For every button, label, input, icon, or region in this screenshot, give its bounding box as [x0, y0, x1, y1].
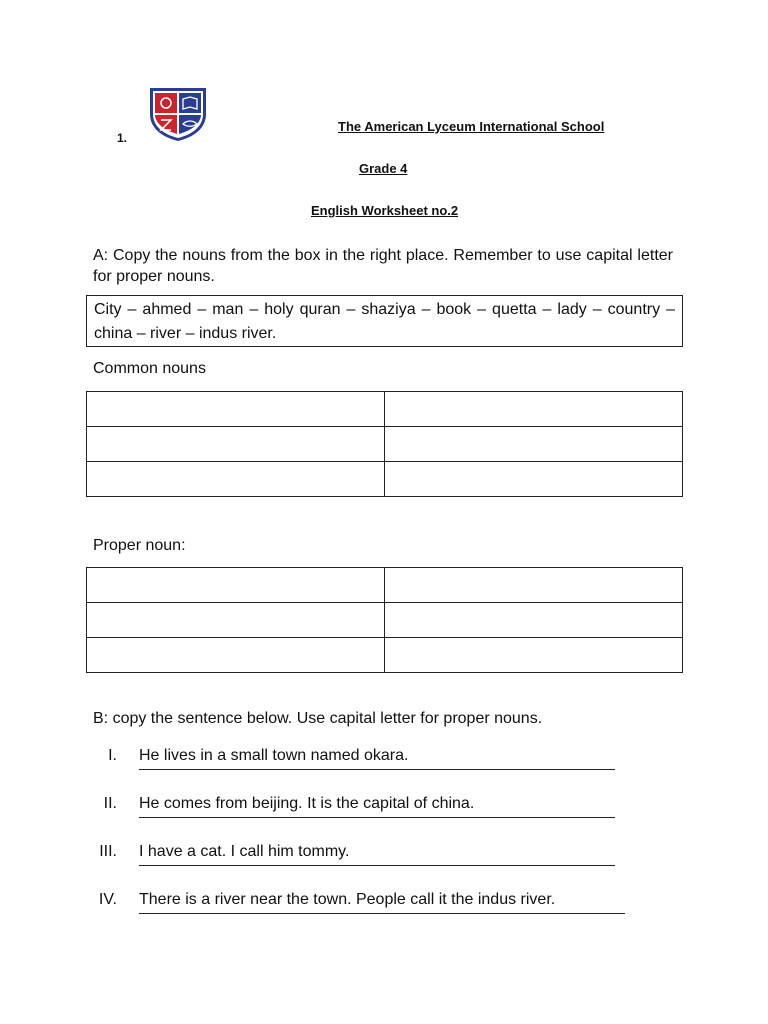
table-row — [87, 462, 683, 497]
sentence-text: He comes from beijing. It is the capital of china. — [139, 795, 475, 812]
answer-line[interactable] — [139, 865, 615, 866]
worksheet-title: English Worksheet no.2 — [311, 203, 459, 218]
section-a-instruction: A: Copy the nouns from the box in the right place. Remember to use capital letter for proper nouns. — [93, 247, 673, 285]
answer-cell[interactable] — [385, 603, 683, 638]
answer-cell[interactable] — [87, 603, 385, 638]
word-box: City – ahmed – man – holy quran – shaziya – book – quetta – lady – country – china – river – indus river. — [86, 295, 683, 347]
roman-numeral: II. — [103, 795, 117, 812]
table-row — [87, 392, 683, 427]
proper-nouns-table — [86, 567, 683, 673]
answer-cell[interactable] — [385, 462, 683, 497]
answer-cell[interactable] — [87, 568, 385, 603]
proper-noun-label: Proper noun: — [93, 537, 186, 554]
answer-cell[interactable] — [87, 638, 385, 673]
common-nouns-label: Common nouns — [93, 360, 206, 377]
roman-numeral: I. — [108, 747, 117, 764]
answer-cell[interactable] — [87, 427, 385, 462]
question-number: 1. — [117, 131, 128, 145]
answer-cell[interactable] — [385, 638, 683, 673]
sentence-text: There is a river near the town. People call it the indus river. — [139, 891, 556, 908]
answer-line[interactable] — [139, 913, 625, 914]
section-b-instruction: B: copy the sentence below. Use capital letter for proper nouns. — [93, 710, 543, 727]
answer-cell[interactable] — [385, 568, 683, 603]
table-row — [87, 427, 683, 462]
table-row — [87, 568, 683, 603]
roman-numeral: IV. — [98, 891, 117, 908]
answer-cell[interactable] — [385, 427, 683, 462]
school-name: The American Lyceum International School — [338, 119, 605, 134]
common-nouns-table — [86, 391, 683, 497]
roman-numeral: III. — [99, 843, 117, 860]
answer-line[interactable] — [139, 769, 615, 770]
grade-title: Grade 4 — [359, 161, 408, 176]
sentence-text: I have a cat. I call him tommy. — [139, 843, 350, 860]
answer-cell[interactable] — [87, 392, 385, 427]
answer-cell[interactable] — [87, 462, 385, 497]
table-row — [87, 603, 683, 638]
sentence-text: He lives in a small town named okara. — [139, 747, 409, 764]
table-row — [87, 638, 683, 673]
answer-line[interactable] — [139, 817, 615, 818]
answer-cell[interactable] — [385, 392, 683, 427]
school-logo-shield-icon — [147, 86, 209, 142]
